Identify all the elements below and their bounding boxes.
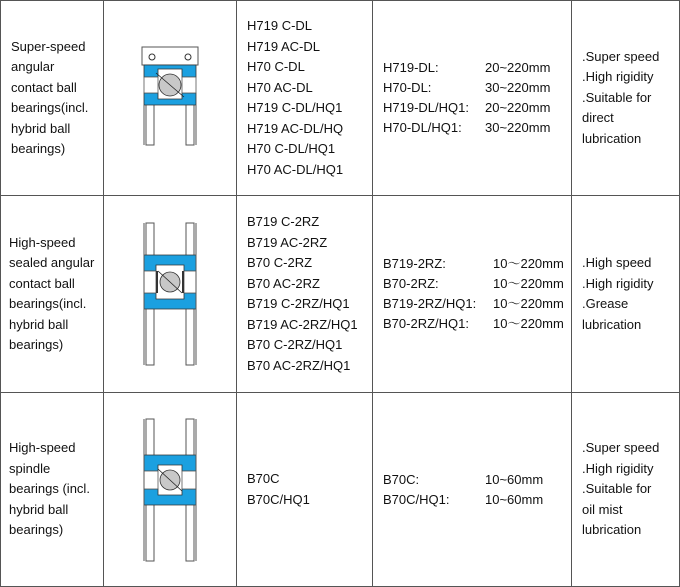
model-item: B70C [247,471,280,486]
bearing-cross-section-sealed-icon [140,219,200,369]
feature-item: lubrication [582,522,642,538]
feature-item: .Suitable for [582,481,652,497]
model-item: H70 AC-DL [247,79,313,95]
range-label: B719-2RZ/HQ1: [383,296,477,311]
table-row [1,196,680,393]
bearing-name-cell [1,196,104,393]
model-item: B719 AC-2RZ/HQ1 [247,316,358,332]
range-row [383,274,571,294]
range-value: 10～220mm [493,256,564,271]
feature-item: .Super speed [582,440,660,456]
range-row [383,490,571,510]
range-value: 10～220mm [493,296,564,311]
feature-item: lubrication [582,316,642,332]
feature-item: .High rigidity [582,275,654,291]
range-value: 30~220mm [485,120,551,135]
model-item: H70 C-DL/HQ1 [247,141,336,156]
name-line: bearings) [11,141,66,156]
features-cell [572,1,680,196]
range-label: B70-2RZ/HQ1: [383,316,469,331]
model-list-cell [237,393,373,587]
bearing-cross-section-open-icon [140,43,200,153]
feature-item: .Suitable for [582,89,652,105]
model-item: B70C/HQ1 [247,491,310,507]
range-value: 20~220mm [485,100,551,115]
name-line: bearings (incl. [9,481,90,497]
size-range-cell [373,1,572,196]
feature-item: oil mist [582,501,623,517]
range-row [383,254,571,274]
range-row [383,294,571,314]
bearing-cross-section-spindle-icon [140,415,200,565]
model-item: B719 C-2RZ [247,214,320,229]
range-value: 10～220mm [493,276,564,291]
range-label: B70-2RZ: [383,276,439,291]
range-value: 10~60mm [485,491,544,507]
model-item: H719 AC-DL/HQ [247,120,344,136]
model-item: B70 AC-2RZ/HQ1 [247,357,351,373]
feature-item: direct [582,110,614,126]
name-line: sealed angular [9,255,95,270]
bearing-image-cell [104,393,237,587]
name-line: hybrid ball [9,316,69,332]
table-row [1,393,680,587]
range-label: H719-DL/HQ1: [383,100,469,115]
range-value: 10~60mm [485,471,544,487]
range-label: H70-DL: [383,80,432,95]
name-line: bearings) [9,337,64,352]
model-item: B719 C-2RZ/HQ1 [247,296,350,311]
bearing-name-cell [1,393,104,587]
table-row [1,1,680,196]
name-line: angular [11,59,55,74]
name-line: bearings(incl. [9,296,87,311]
size-range-cell [373,196,572,393]
bearing-name-cell [1,1,104,196]
range-label: H719-DL: [383,60,439,75]
feature-item: .Grease [582,296,629,311]
range-row [383,118,571,138]
range-row [383,78,571,98]
range-row [383,58,571,78]
model-item: H719 C-DL [247,18,313,33]
name-line: High-speed [9,234,76,250]
range-row [383,98,571,118]
model-item: H70 C-DL [247,59,305,74]
range-row [383,314,571,334]
feature-item: .High speed [582,255,652,270]
name-line: bearings(incl. [11,100,89,115]
name-line: bearings) [9,522,64,538]
model-item: H719 C-DL/HQ1 [247,100,343,115]
model-item: H719 AC-DL [247,38,320,54]
model-item: B719 AC-2RZ [247,234,328,250]
range-value: 30~220mm [485,80,551,95]
range-value: 10～220mm [493,316,564,331]
features-cell [572,393,680,587]
feature-item: .High rigidity [582,69,654,85]
feature-item: lubrication [582,130,642,146]
name-line: hybrid ball [11,120,71,136]
range-label: B719-2RZ: [383,256,446,271]
name-line: spindle [9,460,51,476]
range-value: 20~220mm [485,60,551,75]
model-item: B70 C-2RZ/HQ1 [247,337,343,352]
name-line: hybrid ball [9,501,69,517]
name-line: Super-speed [11,38,86,54]
feature-item: .High rigidity [582,460,654,476]
range-label: B70C: [383,471,420,487]
range-label: H70-DL/HQ1: [383,120,462,135]
model-list-cell [237,1,373,196]
features-cell [572,196,680,393]
bearing-image-cell [104,1,237,196]
model-item: B70 C-2RZ [247,255,313,270]
bearing-image-cell [104,196,237,393]
range-label: B70C/HQ1: [383,491,450,507]
model-item: H70 AC-DL/HQ1 [247,161,344,177]
size-range-cell [373,393,572,587]
model-item: B70 AC-2RZ [247,275,320,291]
feature-item: .Super speed [582,48,660,64]
model-list-cell [237,196,373,393]
name-line: High-speed [9,440,76,456]
name-line: contact ball [9,275,75,291]
name-line: contact ball [11,79,77,95]
range-row [383,470,571,490]
